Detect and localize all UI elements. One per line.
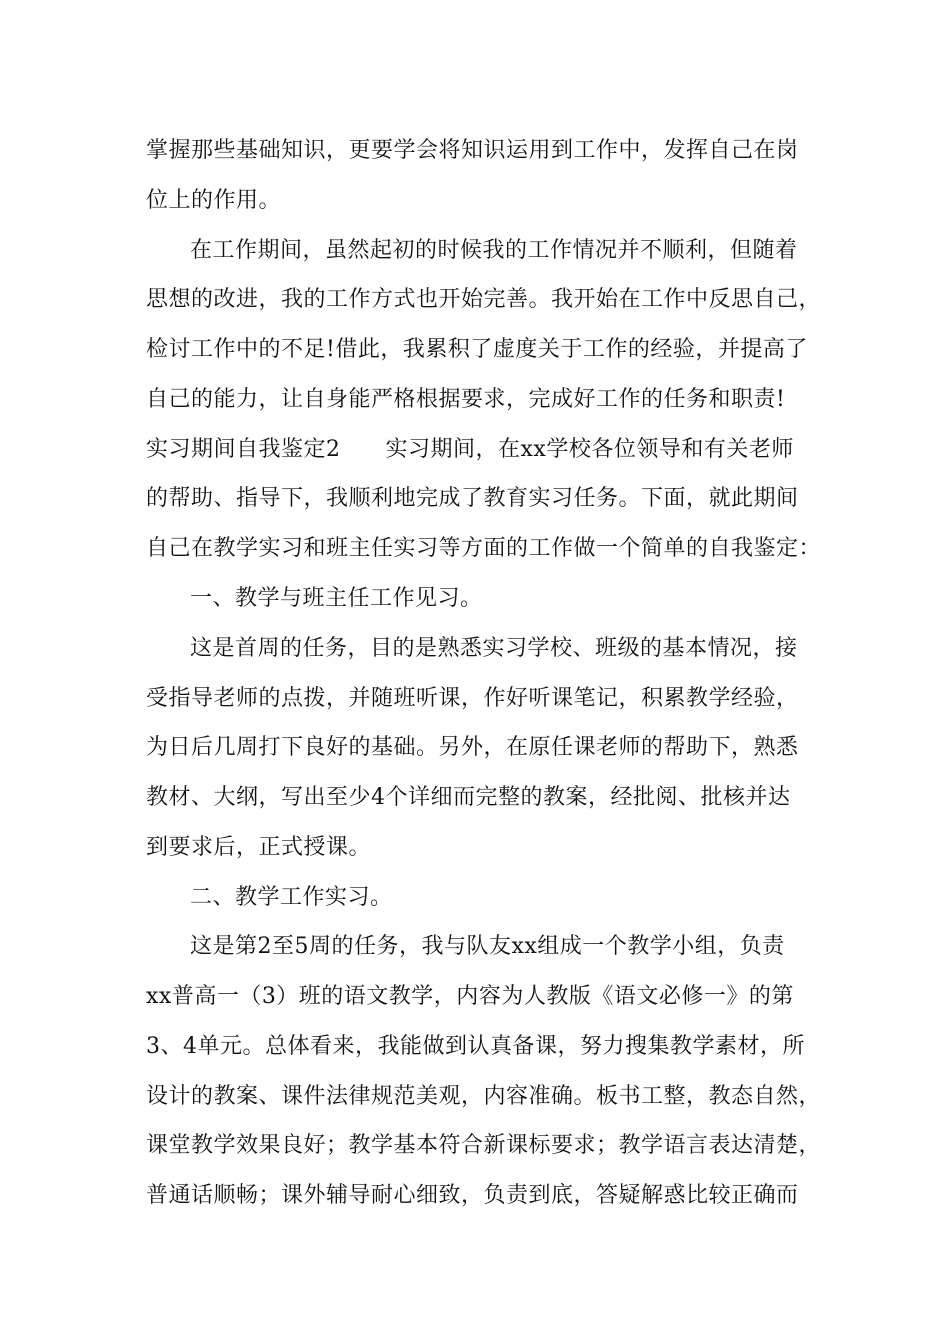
text-line: 普通话顺畅；课外辅导耐心细致，负责到底，答疑解惑比较正确而 — [146, 1183, 799, 1208]
text-line: 自己在教学实习和班主任实习等方面的工作做一个简单的自我鉴定： — [146, 536, 822, 561]
text-line: 的帮助、指导下，我顺利地完成了教育实习任务。下面，就此期间 — [146, 486, 799, 511]
text-line: 掌握那些基础知识，更要学会将知识运用到工作中，发挥自己在岗 — [146, 138, 799, 163]
text-line: 在工作期间，虽然起初的时候我的工作情况并不顺利，但随着 — [190, 238, 798, 263]
text-line: 设计的教案、课件法律规范美观，内容准确。板书工整，教态自然， — [146, 1084, 822, 1109]
text-line: 实习期间自我鉴定2 实习期间，在xx学校各位领导和有关老师 — [146, 437, 794, 462]
text-line: 这是第2至5周的任务，我与队友xx组成一个教学小组，负责 — [190, 934, 785, 959]
text-line: 3、4单元。总体看来，我能做到认真备课，努力搜集教学素材，所 — [146, 1034, 805, 1059]
text-line: 思想的改进，我的工作方式也开始完善。我开始在工作中反思自己， — [146, 287, 822, 312]
text-line: 课堂教学效果良好；教学基本符合新课标要求；教学语言表达清楚， — [146, 1133, 822, 1158]
text-line: 自己的能力，让自身能严格根据要求，完成好工作的任务和职责! — [146, 387, 786, 412]
text-line: xx普高一（3）班的语文教学，内容为人教版《语文必修一》的第 — [146, 984, 794, 1009]
section-heading: 二、教学工作实习。 — [190, 885, 393, 910]
text-line: 这是首周的任务，目的是熟悉实习学校、班级的基本情况，接 — [190, 636, 798, 661]
text-line: 为日后几周打下良好的基础。另外，在原任课老师的帮助下，熟悉 — [146, 735, 799, 760]
text-line: 教材、大纲，写出至少4个详细而完整的教案，经批阅、批核并达 — [146, 785, 791, 810]
text-line: 位上的作用。 — [146, 188, 282, 213]
section-heading: 一、教学与班主任工作见习。 — [190, 586, 483, 611]
text-line: 检讨工作中的不足!借此，我累积了虚度关于工作的经验，并提高了 — [146, 337, 808, 362]
text-line: 受指导老师的点拨，并随班听课，作好听课笔记，积累教学经验， — [146, 686, 799, 711]
text-line: 到要求后，正式授课。 — [146, 835, 372, 860]
